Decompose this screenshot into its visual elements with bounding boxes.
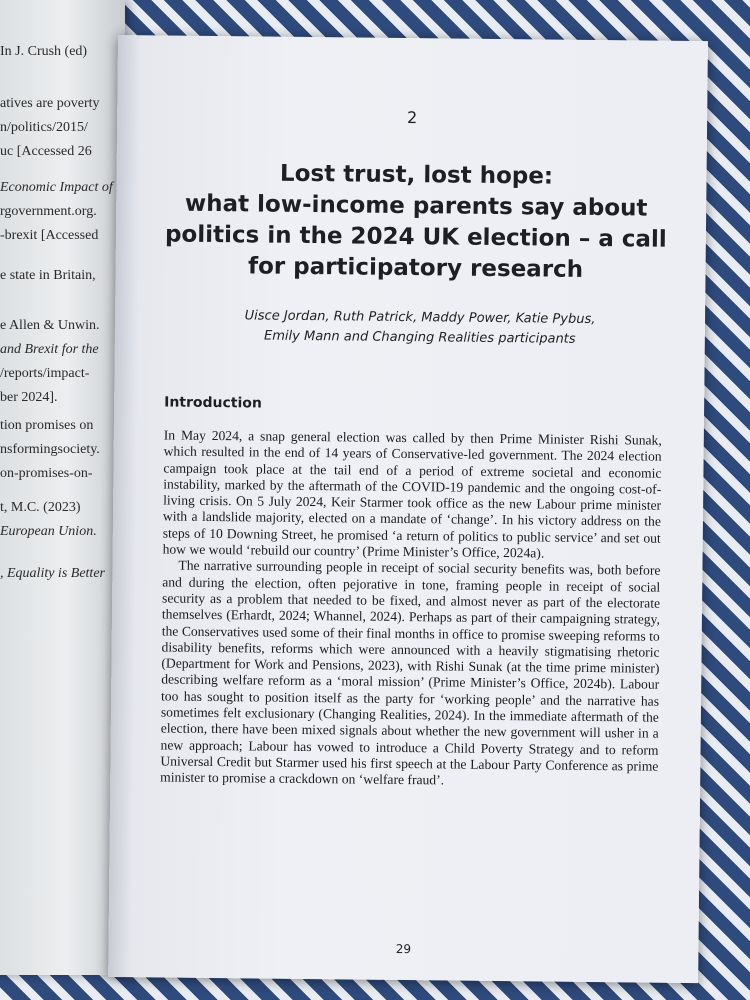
left-page-line: e state in Britain,: [0, 268, 96, 283]
section-heading: Introduction: [164, 394, 262, 412]
author-line: Uisce Jordan, Ruth Patrick, Maddy Power, Katie Pybus,: [244, 308, 596, 328]
left-page-line: nsformingsociety.: [0, 442, 100, 457]
author-line: Emily Mann and Changing Realities participants: [264, 328, 576, 347]
left-page-line: tion promises on: [0, 418, 94, 433]
page-number: 29: [395, 941, 412, 957]
left-page-line: and Brexit for the: [0, 342, 99, 357]
left-page-line: ber 2024].: [0, 390, 58, 405]
chapter-title-line: Lost trust, lost hope:: [279, 160, 554, 190]
chapter-number: 2: [406, 108, 418, 128]
left-page-line: Economic Impact of: [0, 180, 113, 195]
paragraph: The narrative surrounding people in receipt of social security benefits was, both before and during the election, often pejorative in tone, framing people in receipt of social security as a problem that needed to be fixed, and almost never as part of the electorate themselves (Erhardt, 2024; Whannel, 2024). Perhaps as part of their campaigning strategy, the Conservatives used some of their final months in office to promise sweeping reforms to disability benefits, reforms which were announced with a heavily stigmatising rhetoric (Department for Work and Pensions, 2023), with Rishi Sunak (at the time prime minister) describing welfare reform as a ‘moral mission’ (Prime Minister’s Office, 2024b). Labour too has sought to position itself as the party for ‘working people’ and the narrative has sometimes felt exclusionary (Changing Realities, 2024). In the immediate aftermath of the election, there have been mixed signals about whether the new government will usher in a new approach; Labour has vowed to introduce a Child Poverty Strategy and to reform Universal Credit but Starmer used his first speech at the Labour Party Conference as prime minister to promise a crackdown on ‘welfare fraud’.: [160, 558, 661, 788]
chapter-title-line: politics in the 2024 UK election – a call: [164, 221, 667, 253]
left-page-line: European Union.: [0, 524, 97, 539]
paragraph: In May 2024, a snap general election was called by then Prime Minister Rishi Sunak, which resulted in the end of 14 years of Conservative-led government. The 2024 election campaign took place at the tail end of a period of extreme societal and economic instability, marked by the aftermath of the COVID-19 pandemic and the ongoing cost-of-living crisis. On 5 July 2024, Keir Starmer took office as the new Labour prime minister with a landslide majority, elected on a mandate of ‘change’. In his victory address on the steps of 10 Downing Street, he promised ‘a return of politics to public service’ and set out how we would ‘rebuild our country’ (Prime Minister’s Office, 2024a).: [162, 427, 662, 561]
left-page-line: t, M.C. (2023): [0, 500, 81, 515]
left-page-line: , Equality is Better: [0, 566, 105, 581]
left-page-line: rgovernment.org.: [0, 204, 97, 219]
left-page-line: n/politics/2015/: [0, 120, 88, 135]
chapter-authors: [175, 306, 665, 351]
body-text: [160, 428, 662, 792]
left-page-line: /reports/impact-: [0, 366, 90, 381]
left-page-line: uc [Accessed 26: [0, 144, 92, 159]
left-page-line: atives are poverty: [0, 96, 100, 111]
left-page-line: on-promises-on-: [0, 466, 93, 481]
left-page-line: In J. Crush (ed): [0, 44, 88, 59]
left-page-line: e Allen & Unwin.: [0, 318, 100, 333]
left-facing-page: [0, 0, 125, 975]
left-page-line: -brexit [Accessed: [0, 228, 99, 243]
chapter-title: [155, 157, 676, 286]
book-page: [108, 35, 708, 983]
chapter-title-line: what low-income parents say about: [184, 190, 648, 222]
chapter-title-line: for participatory research: [247, 253, 584, 283]
